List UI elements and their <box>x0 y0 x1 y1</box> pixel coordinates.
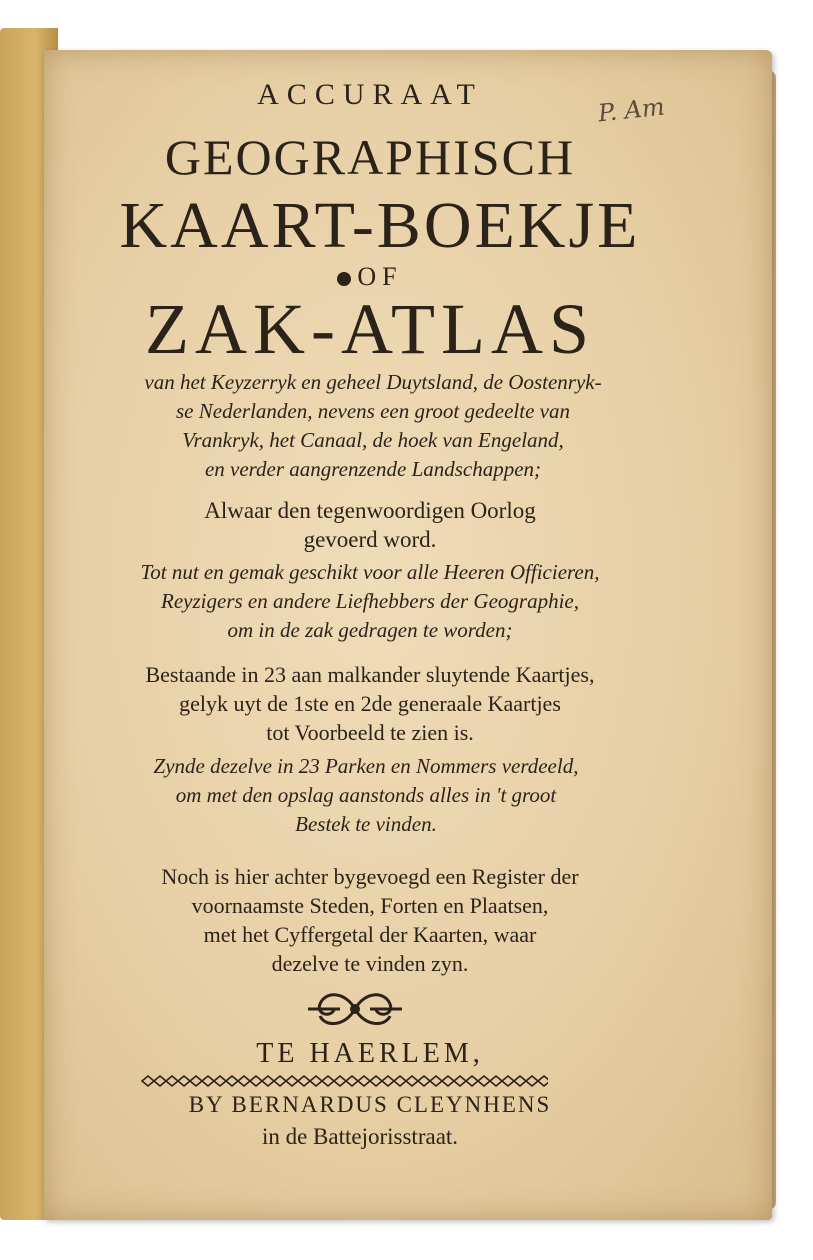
title-line-zak-atlas: ZAK-ATLAS <box>145 289 595 369</box>
imprint-street: in de Battejorisstraat. <box>261 1124 459 1149</box>
contents-line: Bestaande in 23 aan malkander sluytende Kaartjes, <box>145 662 595 687</box>
contents-paragraph <box>70 660 670 747</box>
fleuron-ornament-icon <box>300 986 410 1032</box>
decorative-rule <box>138 1074 548 1088</box>
register-line: Noch is hier achter bygevoegd een Register der <box>161 864 579 889</box>
purpose-line: om in de zak gedragen te worden; <box>227 618 513 642</box>
purpose-paragraph <box>70 558 670 645</box>
war-paragraph <box>60 496 680 554</box>
of-text: OF <box>357 262 403 291</box>
description-line: Vrankryk, het Canaal, de hoek van Engeland, <box>182 428 564 452</box>
description-line: se Nederlanden, nevens een groot gedeelte van <box>176 399 570 423</box>
handwritten-annotation: P. Am <box>596 92 666 128</box>
title-line-geographisch: GEOGRAPHISCH <box>164 129 576 185</box>
contents-line: tot Voorbeeld te zien is. <box>266 720 474 745</box>
title-line-accuraat: ACCURAAT <box>257 78 483 111</box>
purpose-line: Reyzigers en andere Liefhebbers der Geographie, <box>161 589 579 613</box>
description-line: en verder aangrenzende Landschappen; <box>204 457 542 481</box>
contents-line: gelyk uyt de 1ste en 2de generaale Kaartjes <box>179 691 561 716</box>
imprint-city: TE HAERLEM, <box>256 1038 484 1069</box>
register-line: met het Cyffergetal der Kaarten, waar <box>203 922 537 947</box>
register-line: voornaamste Steden, Forten en Plaatsen, <box>191 893 549 918</box>
division-paragraph <box>66 752 666 839</box>
bullet-ornament <box>337 272 351 286</box>
register-paragraph <box>60 862 680 978</box>
war-line: gevoerd word. <box>303 527 437 552</box>
division-line: om met den opslag aanstonds alles in 't groot <box>175 783 557 807</box>
division-line: Zynde dezelve in 23 Parken en Nommers verdeeld, <box>153 754 579 778</box>
purpose-line: Tot nut en gemak geschikt voor alle Heeren Officieren, <box>140 560 600 584</box>
description-line: van het Keyzerryk en geheel Duytsland, de Oostenryk- <box>144 370 602 394</box>
description-paragraph <box>78 368 668 484</box>
war-line: Alwaar den tegenwoordigen Oorlog <box>204 498 536 523</box>
division-line: Bestek te vinden. <box>295 812 437 836</box>
title-line-kaart-boekje: KAART-BOEKJE <box>119 189 641 262</box>
register-line: dezelve te vinden zyn. <box>271 951 469 976</box>
imprint-printer: BY BERNARDUS CLEYNHENS <box>188 1092 552 1117</box>
